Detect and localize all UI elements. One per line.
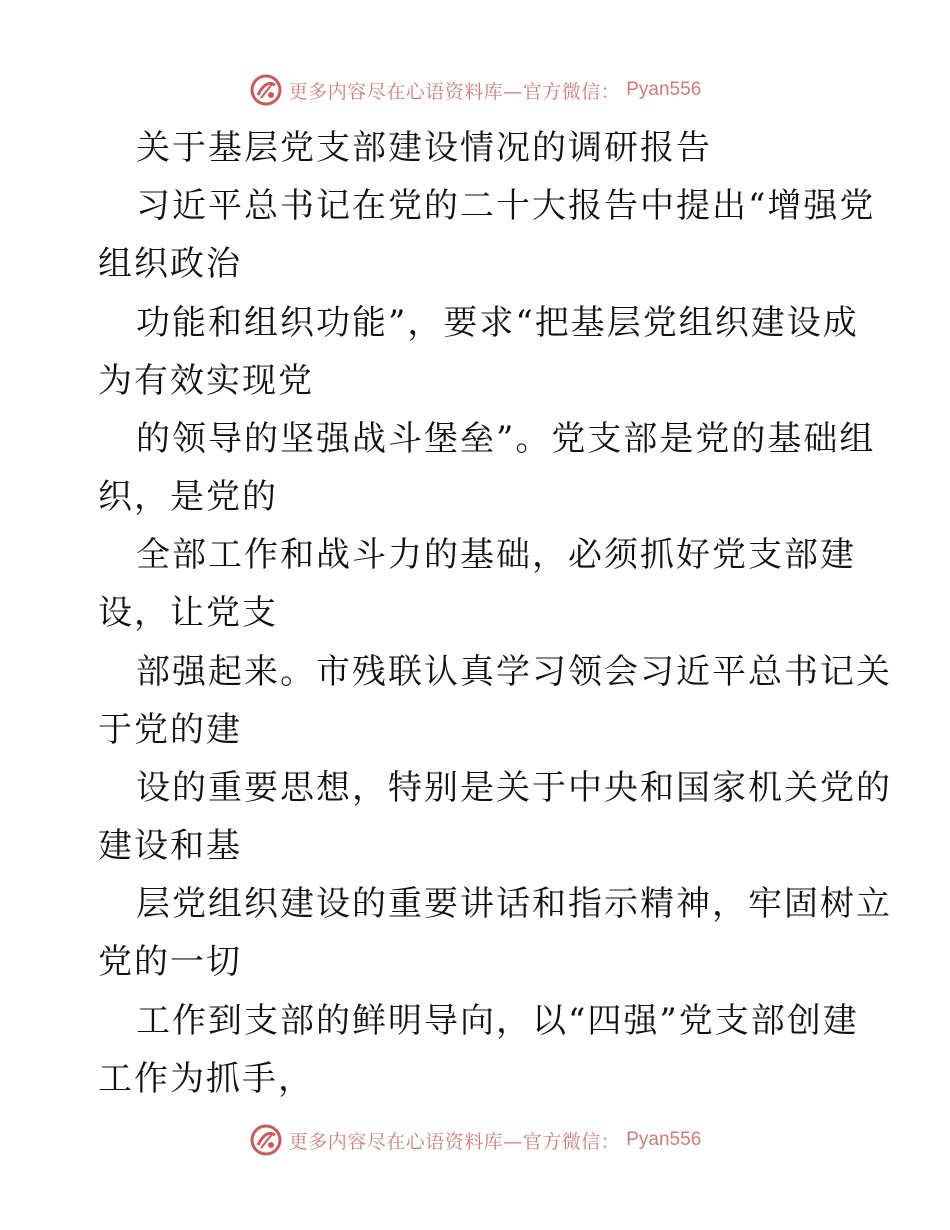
- paragraph-line: 组织政治: [98, 244, 242, 284]
- footer-banner-text: 更多内容尽在心语资料库—官方微信：: [288, 1130, 621, 1153]
- paragraph-line: 党的一切: [98, 942, 242, 982]
- document-title: 关于基层党支部建设情况的调研报告: [136, 128, 712, 168]
- paragraph-line: 部强起来。市残联认真学习领会习近平总书记关: [136, 652, 892, 692]
- paragraph-line: 设，让党支: [98, 593, 278, 633]
- paragraph-line: 层党组织建设的重要讲话和指示精神，牢固树立: [136, 884, 892, 924]
- paragraph-line: 设的重要思想，特别是关于中央和国家机关党的: [136, 768, 892, 808]
- paragraph-line: 的领导的坚强战斗堡垒”。党支部是党的基础组: [136, 419, 876, 459]
- paragraph-line: 工作到支部的鲜明导向，以“四强”党支部创建: [136, 1001, 859, 1041]
- paragraph-line: 建设和基: [98, 826, 242, 866]
- paragraph-line: 功能和组织功能”，要求“把基层党组织建设成: [136, 303, 859, 343]
- footer-banner-wechat: Pyan556: [626, 1129, 702, 1150]
- header-banner-text: 更多内容尽在心语资料库—官方微信：: [288, 80, 621, 103]
- paragraph-line: 全部工作和战斗力的基础，必须抓好党支部建: [136, 535, 856, 575]
- header-banner-wechat: Pyan556: [626, 79, 702, 100]
- paragraph-line: 习近平总书记在党的二十大报告中提出“增强党: [136, 186, 876, 226]
- paragraph-line: 织，是党的: [98, 477, 278, 517]
- paragraph-line: 为有效实现党: [98, 361, 314, 401]
- footer-banner: [0, 1120, 950, 1160]
- paragraph-line: 于党的建: [98, 710, 242, 750]
- paragraph-line: 工作为抓手，: [98, 1059, 314, 1099]
- seal-logo-icon: [249, 1123, 283, 1157]
